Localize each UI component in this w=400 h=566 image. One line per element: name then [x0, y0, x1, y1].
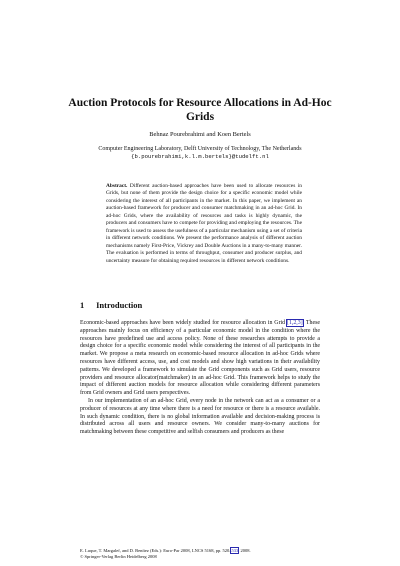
- abstract: [106, 183, 302, 265]
- paragraph-2: In our implementation of an ad-hoc Grid, every node in the network can act as a consumer or a producer of resources at any time where there is a need for resource or there is a resource available. In such dynamic condition, there is no global information available and decision-making process is distributed across all users and resource owners. We consider many-to-many auctions for matchmaking between these competitive and selfish consumers and producers as these: [80, 397, 320, 436]
- author-affiliation: [55, 145, 345, 161]
- publication-footnote: [80, 548, 330, 560]
- author-email: {b.pourebrahimi,k.l.m.bertels}@tudelft.nl: [131, 153, 269, 160]
- affiliation-text: Computer Engineering Laboratory, Delft University of Technology, The Netherlands: [98, 146, 302, 152]
- copyright-line: © Springer-Verlag Berlin Heidelberg 2008: [80, 554, 157, 559]
- footnote-year: , 2008.: [238, 548, 251, 553]
- section-title: Introduction: [96, 300, 143, 310]
- paragraph-1-rest: . These approaches mainly focus on efficiency of a particular economic model in the condition where the resources have predefined use and access policy. None of these researches attempts to provide a design choice for a specific economic model while considering the interest of all participants in the market. We propose a meta research on economic-based resource allocation in ad-hoc Grids where resources have different access, use, and cost models and show high variations in their availability patterns. We developed a framework to simulate the Grid components such as Grid users, resource providers and resource allocator(matchmaker) in an ad-hoc Grid. This framework helps to study the impact of different auction models for resource allocation while considering different parameters from Grid owners and Grid users perspectives.: [80, 320, 320, 397]
- footnote-page-link[interactable]: 533: [231, 548, 239, 553]
- abstract-text: Different auction-based approaches have been used to allocate resources in Grids, but none of them provide the design choice for a specific economic model while considering the interest of all participants in the market. In this paper, we implement an auction-based framework for producer and consumer matchmaking in an ad-hoc Grid. In ad-hoc Grids, where the availability of resources and tasks is highly dynamic, the producers and consumers have to compete for providing and employing the resources. The framework is used to assess the usefulness of a particular mechanism using a set of criteria in different network conditions. We present the performance analysis of different auction mechanisms namely First-Price, Vickrey and Double Auctions in a many-to-many manner. The evaluation is performed in terms of throughput, consumer and producer surplus, and uncertainty measure for obtaining required resources in different network conditions.: [106, 183, 302, 264]
- paragraph-1-start: Economic-based approaches have been widely studied for resource allocation in Grid: [80, 320, 287, 326]
- footnote-citation: E. Luque, T. Margalef, and D. Benítez (Eds.): Euro-Par 2008, LNCS 5168, pp. 520–: [80, 548, 232, 553]
- abstract-label: Abstract.: [106, 183, 128, 189]
- paper-authors: Behnaz Pourebrahimi and Koen Bertels: [149, 131, 251, 138]
- section-number: 1: [80, 300, 85, 310]
- section-heading: [80, 300, 320, 310]
- paragraph-1: [80, 320, 320, 398]
- citation-link[interactable]: [1,2,3]: [286, 320, 303, 326]
- section-body: [80, 320, 320, 437]
- paper-title: Auction Protocols for Resource Allocations in Ad-Hoc Grids: [68, 97, 332, 123]
